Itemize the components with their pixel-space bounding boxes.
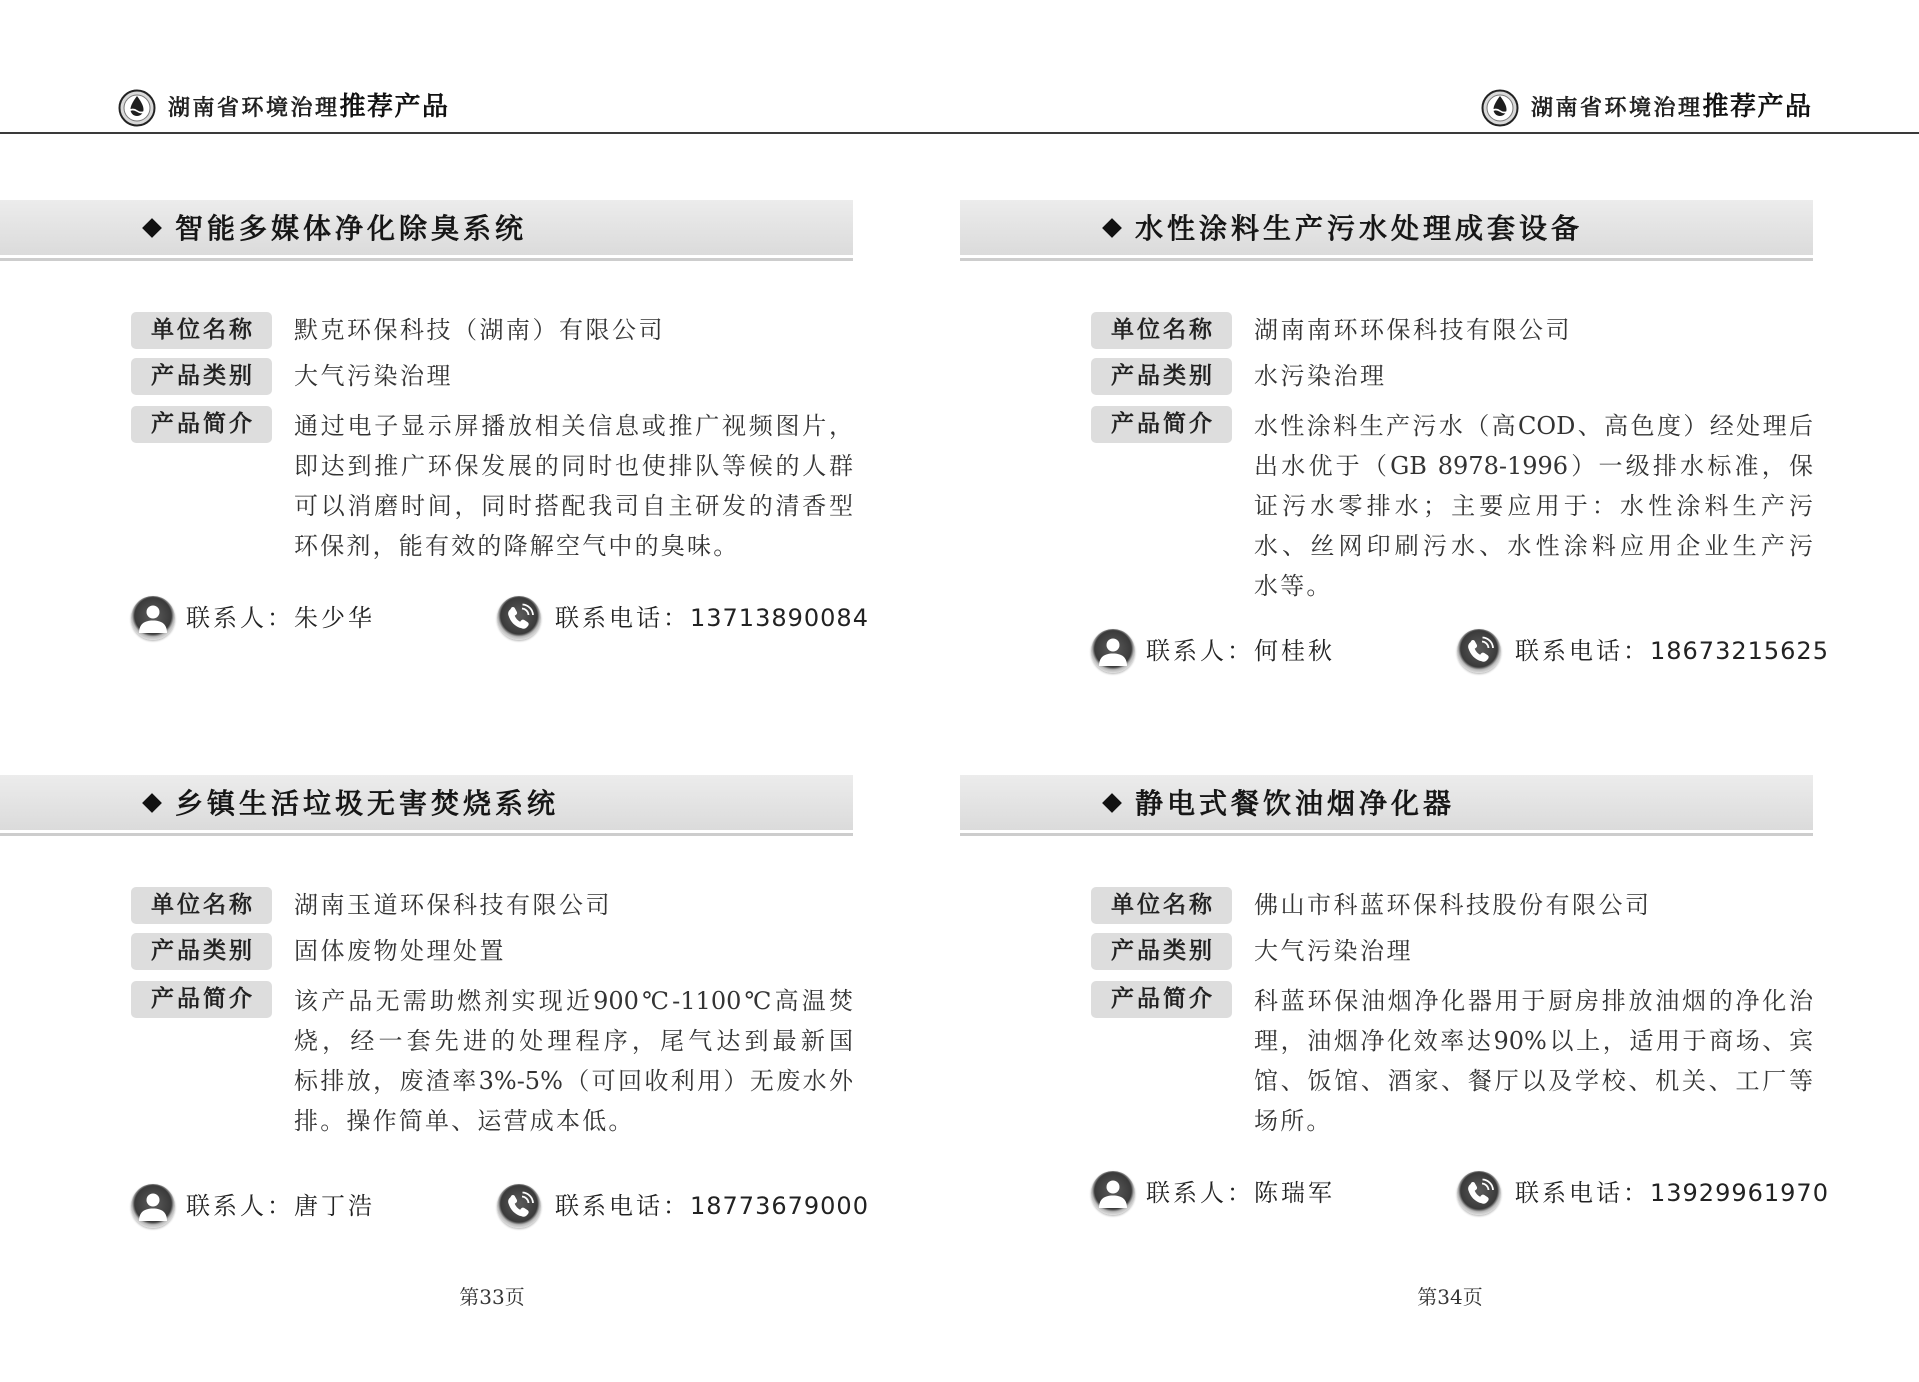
product-category: 固体废物处理处置	[294, 937, 506, 965]
contact-phone-number: 18773679000	[690, 1192, 869, 1220]
intro-label: 产品简介	[1091, 406, 1232, 443]
header-title-main: 湖南省环境治理	[168, 94, 340, 121]
product-intro	[294, 981, 853, 1141]
intro-line: 烧，经一套先进的处理程序，尾气达到最新国	[294, 1027, 853, 1055]
page-header-left	[118, 88, 450, 128]
person-silhouette	[1091, 629, 1135, 673]
intro-line: 证污水零排水；主要应用于：水性涂料生产污	[1254, 492, 1813, 520]
header-title-emphasis: 推荐产品	[339, 91, 450, 122]
contact-phone-label: 联系电话：	[1515, 637, 1650, 665]
product-title-bar	[960, 775, 1813, 830]
person-icon	[1091, 629, 1135, 673]
product-title-bar	[0, 775, 853, 830]
phone-handset	[1457, 1171, 1501, 1215]
intro-line: 理，油烟净化效率达90%以上，适用于商场、宾	[1254, 1027, 1813, 1055]
company-label: 单位名称	[131, 887, 272, 924]
product-title: 静电式餐饮油烟净化器	[1135, 787, 1456, 820]
page-number-left: 第33页	[459, 1285, 525, 1309]
contact-person-label: 联系人：	[1146, 637, 1254, 665]
contact-person	[1146, 1171, 1335, 1215]
phone-icon	[1457, 629, 1501, 673]
header-title-emphasis: 推荐产品	[1702, 91, 1813, 122]
intro-line: 即达到推广环保发展的同时也使排队等候的人群	[294, 452, 853, 480]
intro-label: 产品简介	[1091, 981, 1232, 1018]
company-label: 单位名称	[1091, 312, 1232, 349]
contact-person-label: 联系人：	[1146, 1179, 1254, 1207]
person-silhouette	[131, 596, 175, 640]
product-card	[0, 200, 869, 680]
contact-row	[960, 629, 1829, 673]
title-underline	[0, 258, 853, 261]
contact-phone	[555, 1184, 869, 1228]
phone-handset	[497, 596, 541, 640]
contact-person	[186, 1184, 375, 1228]
contact-person-name: 何桂秋	[1254, 637, 1335, 665]
person-silhouette	[131, 1184, 175, 1228]
category-label: 产品类别	[131, 358, 272, 395]
product-category: 大气污染治理	[1254, 937, 1413, 965]
intro-label: 产品简介	[131, 981, 272, 1018]
title-underline	[960, 258, 1813, 261]
header-title	[168, 87, 450, 130]
intro-line: 该产品无需助燃剂实现近900℃-1100℃高温焚	[294, 987, 853, 1015]
company-label: 单位名称	[1091, 887, 1232, 924]
intro-label: 产品简介	[131, 406, 272, 443]
intro-line: 水、丝网印刷污水、水性涂料应用企业生产污	[1254, 532, 1813, 560]
intro-line: 环保剂，能有效的降解空气中的臭味。	[294, 532, 740, 560]
phone-handset	[1457, 629, 1501, 673]
phone-handset	[497, 1184, 541, 1228]
person-icon	[131, 1184, 175, 1228]
title-underline	[0, 833, 853, 836]
product-title: 水性涂料生产污水处理成套设备	[1135, 212, 1584, 245]
emblem-logo-icon	[1481, 89, 1519, 127]
contact-person-name: 朱少华	[294, 604, 375, 632]
product-card	[0, 775, 869, 1255]
contact-row	[0, 596, 869, 640]
diamond-bullet-icon	[1102, 793, 1122, 813]
title-underline	[960, 833, 1813, 836]
contact-phone-number: 18673215625	[1650, 637, 1829, 665]
intro-line: 水等。	[1254, 572, 1333, 600]
company-name: 湖南玉道环保科技有限公司	[294, 891, 612, 919]
phone-icon	[1457, 1171, 1501, 1215]
phone-icon	[497, 596, 541, 640]
header-title	[1531, 87, 1813, 130]
product-intro	[1254, 981, 1813, 1141]
contact-phone	[1515, 629, 1829, 673]
intro-line: 通过电子显示屏播放相关信息或推广视频图片，	[294, 412, 853, 440]
intro-line: 科蓝环保油烟净化器用于厨房排放油烟的净化治	[1254, 987, 1813, 1015]
page-number-right: 第34页	[1417, 1285, 1483, 1309]
contact-phone-label: 联系电话：	[1515, 1179, 1650, 1207]
intro-line: 可以消磨时间，同时搭配我司自主研发的清香型	[294, 492, 853, 520]
contact-phone	[1515, 1171, 1829, 1215]
contact-person	[186, 596, 375, 640]
intro-line: 标排放，废渣率3%-5%（可回收利用）无废水外	[294, 1067, 853, 1095]
person-silhouette	[1091, 1171, 1135, 1215]
emblem-logo-icon	[118, 89, 156, 127]
product-title-bar	[960, 200, 1813, 255]
contact-person-name: 唐丁浩	[294, 1192, 375, 1220]
header-divider	[0, 132, 1919, 134]
contact-phone	[555, 596, 869, 640]
contact-row	[0, 1184, 869, 1228]
product-title: 智能多媒体净化除臭系统	[175, 212, 528, 245]
intro-line: 排。操作简单、运营成本低。	[294, 1107, 635, 1135]
intro-line: 水性涂料生产污水（高COD、高色度）经处理后	[1254, 412, 1813, 440]
product-title-bar	[0, 200, 853, 255]
phone-icon	[497, 1184, 541, 1228]
person-icon	[1091, 1171, 1135, 1215]
category-label: 产品类别	[1091, 358, 1232, 395]
contact-phone-label: 联系电话：	[555, 604, 690, 632]
company-name: 湖南南环环保科技有限公司	[1254, 316, 1572, 344]
diamond-bullet-icon	[1102, 218, 1122, 238]
header-title-main: 湖南省环境治理	[1531, 94, 1703, 121]
contact-person	[1146, 629, 1335, 673]
contact-person-label: 联系人：	[186, 1192, 294, 1220]
product-category: 大气污染治理	[294, 362, 453, 390]
product-title: 乡镇生活垃圾无害焚烧系统	[175, 787, 560, 820]
intro-line: 出水优于（GB 8978-1996）一级排水标准，保	[1254, 452, 1813, 480]
contact-phone-number: 13929961970	[1650, 1179, 1829, 1207]
intro-line: 馆、饭馆、酒家、餐厅以及学校、机关、工厂等	[1254, 1067, 1813, 1095]
contact-person-name: 陈瑞军	[1254, 1179, 1335, 1207]
product-intro	[1254, 406, 1813, 606]
company-label: 单位名称	[131, 312, 272, 349]
page-header-right	[1481, 88, 1813, 128]
contact-person-label: 联系人：	[186, 604, 294, 632]
company-name: 佛山市科蓝环保科技股份有限公司	[1254, 891, 1652, 919]
diamond-bullet-icon	[142, 218, 162, 238]
company-name: 默克环保科技（湖南）有限公司	[294, 316, 665, 344]
category-label: 产品类别	[131, 933, 272, 970]
product-intro	[294, 406, 853, 566]
contact-phone-label: 联系电话：	[555, 1192, 690, 1220]
contact-phone-number: 13713890084	[690, 604, 869, 632]
product-category: 水污染治理	[1254, 362, 1387, 390]
product-card	[960, 775, 1829, 1255]
product-card	[960, 200, 1829, 680]
diamond-bullet-icon	[142, 793, 162, 813]
person-icon	[131, 596, 175, 640]
contact-row	[960, 1171, 1829, 1215]
category-label: 产品类别	[1091, 933, 1232, 970]
intro-line: 场所。	[1254, 1107, 1333, 1135]
